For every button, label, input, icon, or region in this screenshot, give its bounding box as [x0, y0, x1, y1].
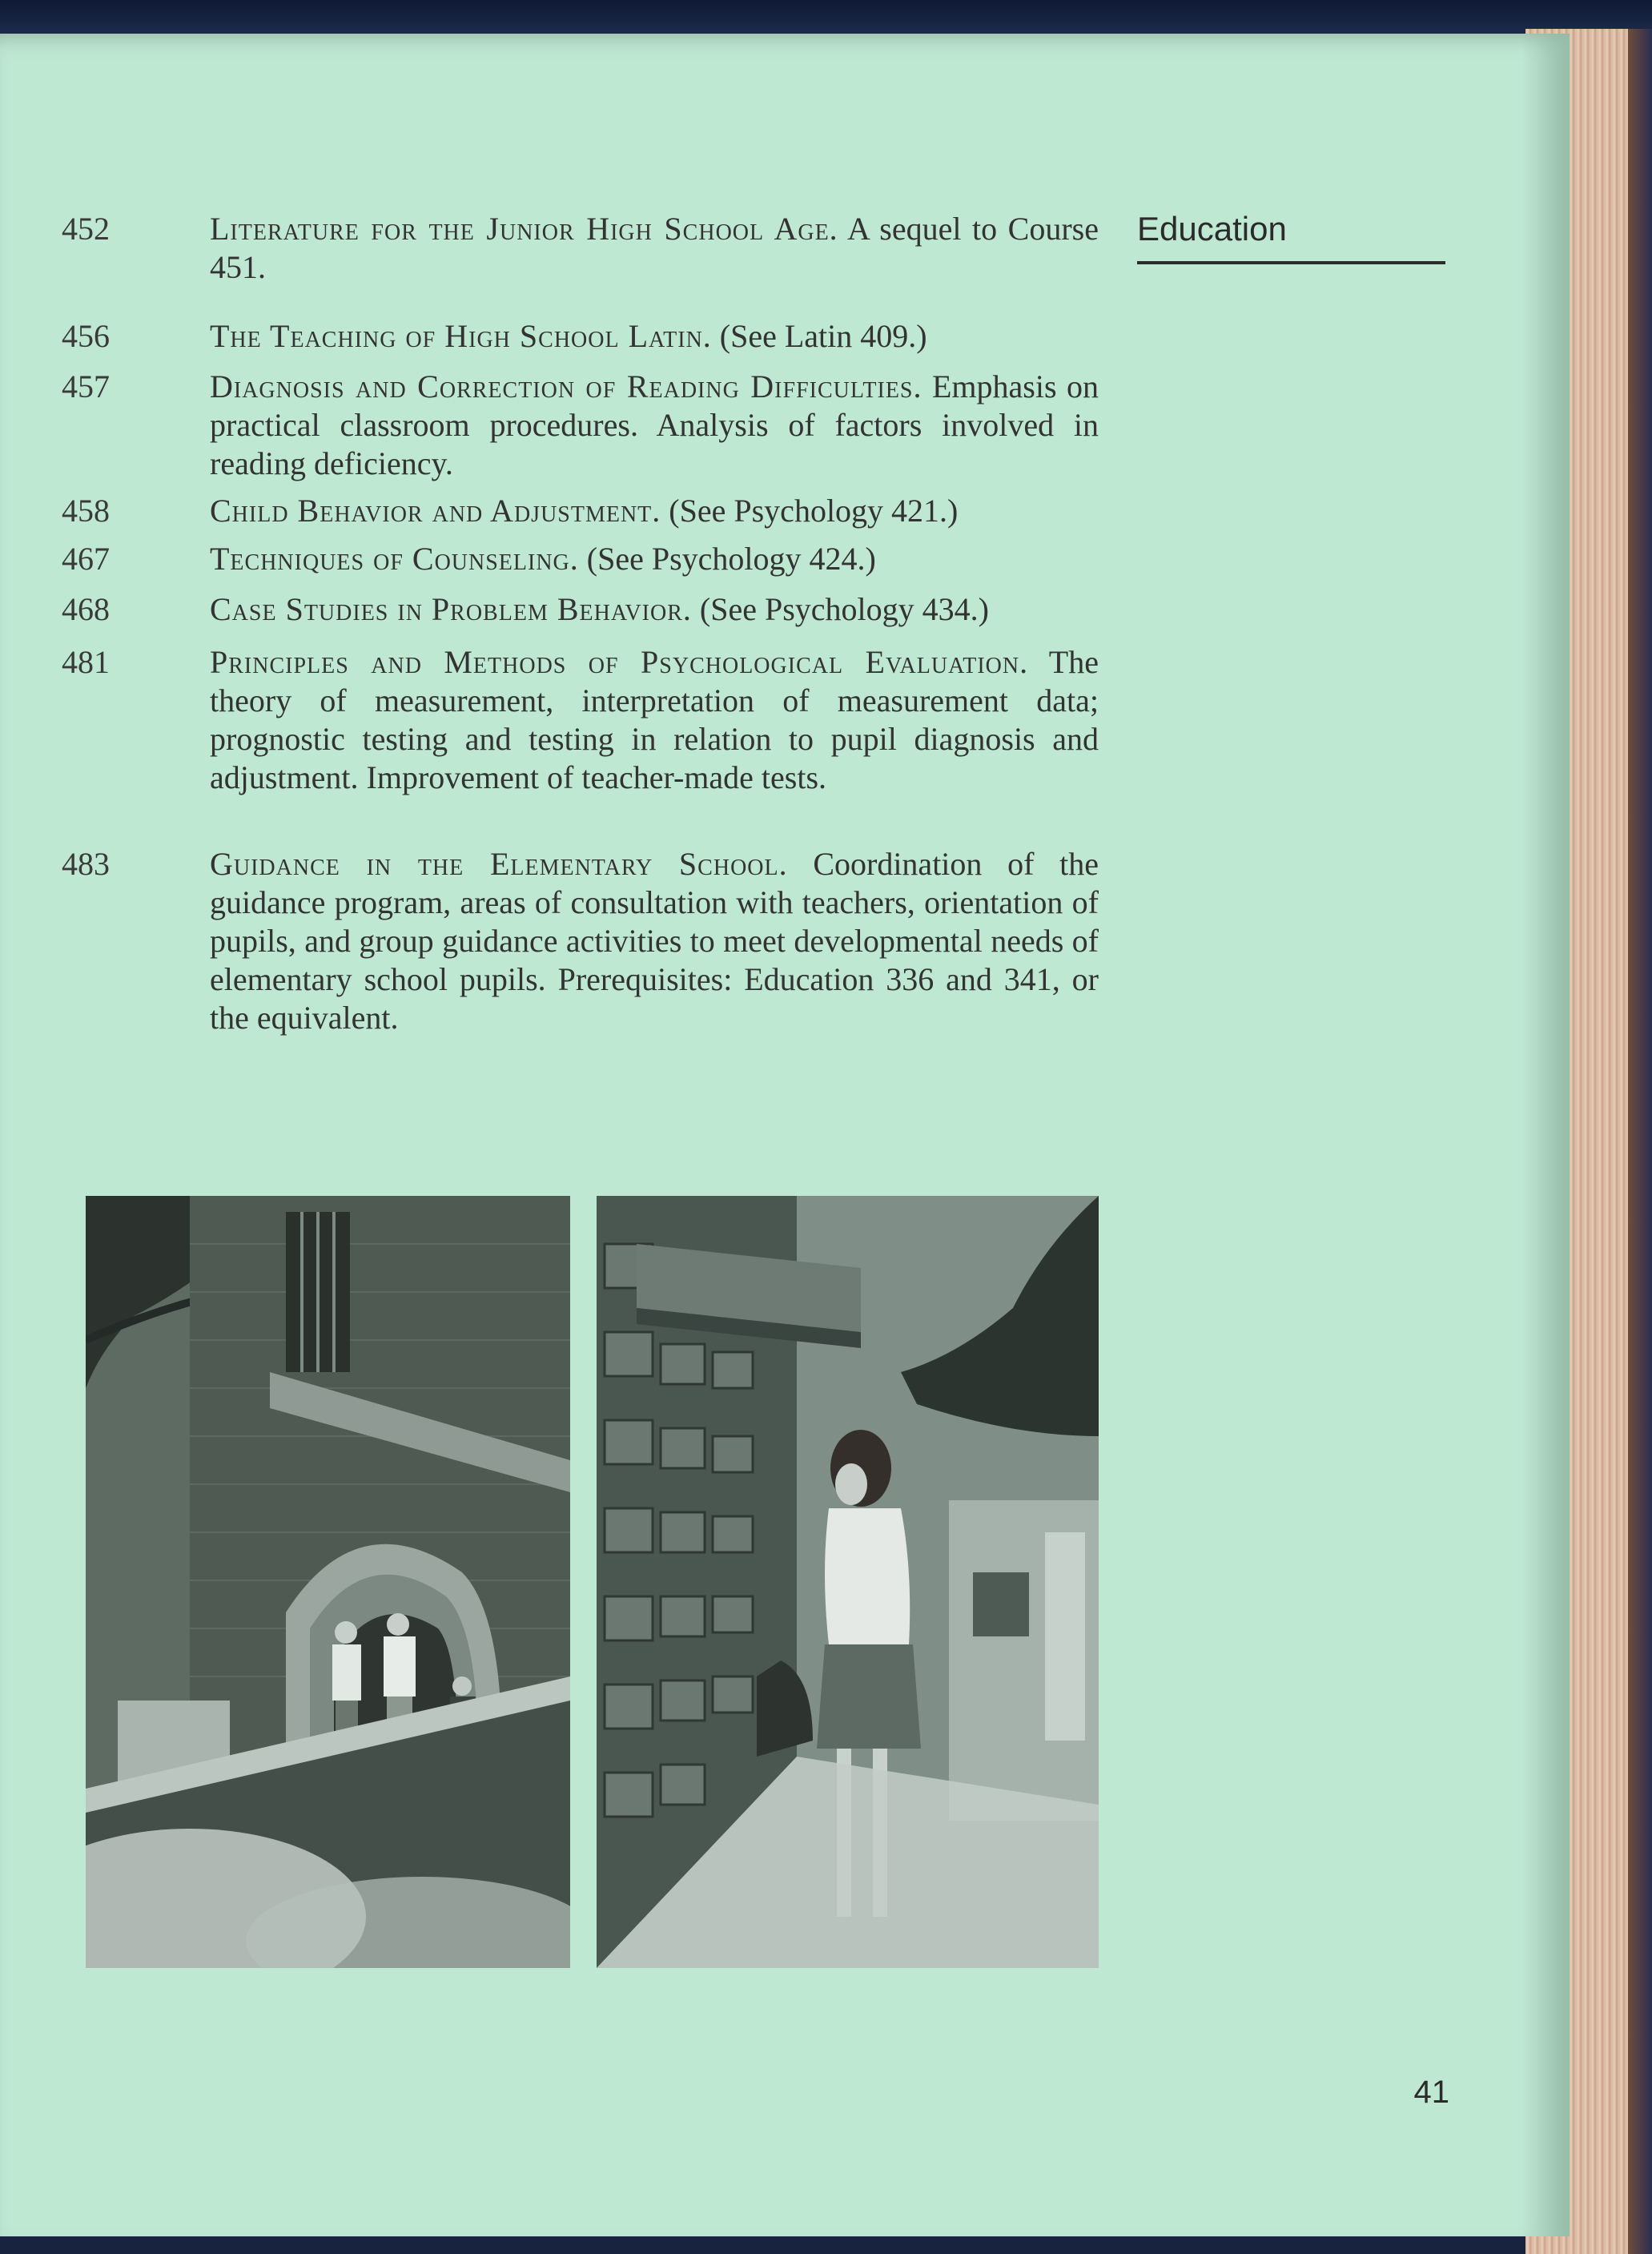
course-description: [210, 540, 1099, 578]
page-fold-shadow: [1521, 34, 1570, 2236]
course-description: [210, 492, 1099, 530]
library-building-photo: [86, 1196, 570, 1968]
course-title: Guidance in the Elementary School.: [210, 846, 788, 882]
course-description: [210, 210, 1099, 287]
course-description: [210, 845, 1099, 1037]
course-text: The theory of measurement, interpretation of measurement data; prognostic testing and testing in relation to pupil diagnosis and adjustment. Improvement of teacher-made tests.: [210, 644, 1099, 795]
course-text: (See Psychology 421.): [661, 493, 959, 529]
course-number: 458: [62, 493, 110, 529]
course-number: 467: [62, 541, 110, 577]
course-title: Child Behavior and Adjustment.: [210, 493, 661, 529]
course-text: (See Psychology 424.): [578, 541, 876, 577]
card-catalog-illustration: [597, 1196, 1099, 1968]
course-description: [210, 368, 1099, 483]
course-title: Principles and Methods of Psychological Evaluation.: [210, 644, 1029, 680]
course-number: 457: [62, 368, 110, 405]
course-text: Emphasis on practical classroom procedures. Analysis of factors involved in reading deficiency.: [210, 368, 1099, 481]
course-title: Case Studies in Problem Behavior.: [210, 591, 692, 627]
book-cover-top-edge: [0, 0, 1652, 34]
course-text: A sequel to Course 451.: [210, 211, 1099, 285]
page-number: 41: [1413, 2075, 1449, 2110]
course-number: 468: [62, 591, 110, 627]
course-number: 456: [62, 318, 110, 354]
section-heading-rule: [1137, 261, 1445, 264]
course-text: (See Psychology 434.): [691, 591, 989, 627]
course-title: Diagnosis and Correction of Reading Difficulties.: [210, 368, 922, 405]
course-title: Techniques of Counseling.: [210, 541, 579, 577]
course-description: [210, 317, 1099, 356]
course-number: 481: [62, 644, 110, 680]
course-title: Literature for the Junior High School Age.: [210, 211, 838, 247]
section-heading: Education: [1137, 210, 1287, 248]
library-building-illustration: [86, 1196, 570, 1968]
course-text: Coordination of the guidance program, areas of consultation with teachers, orientation of pupils, and group guidance activities to meet developmental needs of elementary school pupils. Prerequisites: Education 336 and 341, or the equivalent.: [210, 846, 1099, 1036]
course-number: 483: [62, 846, 110, 882]
course-description: [210, 590, 1099, 629]
card-catalog-photo: [597, 1196, 1099, 1968]
course-title: The Teaching of High School Latin.: [210, 318, 712, 354]
course-number: 452: [62, 211, 110, 247]
course-text: (See Latin 409.): [711, 318, 927, 354]
course-description: [210, 643, 1099, 797]
